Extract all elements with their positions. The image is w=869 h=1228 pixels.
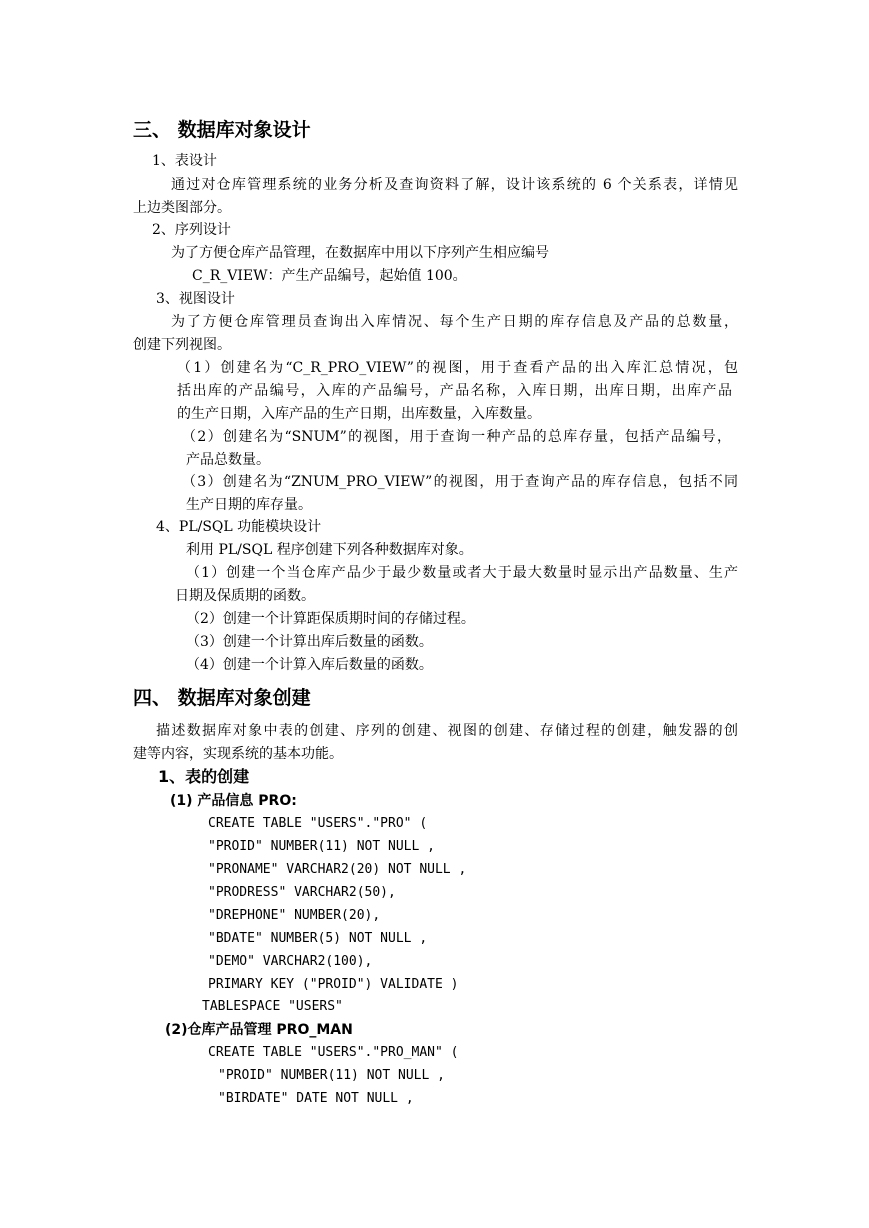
section-4-para-line2: 建等内容，实现系统的基本功能。 [133,746,343,762]
sequence-design-para: 为了方便仓库产品管理，在数据库中用以下序列产生相应编号 [171,245,549,261]
function-1-line2: 日期及保质期的函数。 [175,588,315,604]
function-2: （2）创建一个计算距保质期时间的存储过程。 [186,611,475,627]
code-line: "BIRDATE" DATE NOT NULL , [218,1091,414,1106]
section-4-heading: 四、 数据库对象创建 [133,687,311,709]
code-line: PRIMARY KEY ("PROID") VALIDATE ) [208,977,459,992]
code-line: CREATE TABLE "USERS"."PRO" ( [208,816,428,831]
function-1-line1: （1）创建一个当仓库产品少于最少数量或者大于最大数量时显示出产品数量、生产 [186,565,738,581]
section-4-para-line1: 描述数据库对象中表的创建、序列的创建、视图的创建、存储过程的创建，触发器的创 [156,723,738,739]
table-design-title: 1、表设计 [152,153,217,169]
view-1-line2: 括出库的产品编号，入库的产品编号，产品名称，入库日期，出库日期，出库产品 [177,383,732,399]
code-line: "PRODRESS" VARCHAR2(50), [208,885,396,900]
sequence-item: C_R_VIEW：产生产品编号，起始值 100。 [192,268,467,284]
view-2-line2: 产品总数量。 [186,452,270,468]
pro-table-title: (1) 产品信息 PRO: [170,793,297,809]
table-creation-title: 1、表的创建 [158,767,250,786]
code-line: CREATE TABLE "USERS"."PRO_MAN" ( [208,1045,459,1060]
view-1-line1: （1）创建名为“C_R_PRO_VIEW”的视图，用于查看产品的出入库汇总情况，包 [177,360,738,376]
view-2-line1: （2）创建名为“SNUM”的视图，用于查询一种产品的总库存量，包括产品编号， [182,429,731,445]
view-3-line2: 生产日期的库存量。 [186,497,312,513]
code-line: "PROID" NUMBER(11) NOT NULL , [218,1068,445,1083]
view-3-line1: （3）创建名为“ZNUM_PRO_VIEW”的视图，用于查询产品的库存信息，包括不同 [182,474,738,490]
code-line: "PRONAME" VARCHAR2(20) NOT NULL , [208,862,467,877]
code-line: "PROID" NUMBER(11) NOT NULL , [208,839,435,854]
function-3: （3）创建一个计算出库后数量的函数。 [186,634,433,650]
code-line: "DREPHONE" NUMBER(20), [208,908,381,923]
code-tablespace: TABLESPACE "USERS" [202,999,343,1014]
sequence-design-title: 2、序列设计 [152,222,231,238]
plsql-design-para: 利用 PL/SQL 程序创建下列各种数据库对象。 [186,542,473,558]
function-4: （4）创建一个计算入库后数量的函数。 [186,657,433,673]
table-design-para-line1: 通过对仓库管理系统的业务分析及查询资料了解，设计该系统的 6 个关系表，详情见 [171,177,738,193]
pro-man-table-title: (2)仓库产品管理 PRO_MAN [165,1022,353,1038]
view-design-para-line2: 创建下列视图。 [133,337,231,353]
code-line: "DEMO" VARCHAR2(100), [208,954,373,969]
plsql-design-title: 4、PL/SQL 功能模块设计 [156,519,322,535]
view-1-line3: 的生产日期，入库产品的生产日期，出库数量，入库数量。 [177,406,541,422]
code-line: "BDATE" NUMBER(5) NOT NULL , [208,931,428,946]
section-3-heading: 三、 数据库对象设计 [133,119,311,141]
view-design-title: 3、视图设计 [156,291,235,307]
view-design-para-line1: 为了方便仓库管理员查询出入库情况、每个生产日期的库存信息及产品的总数量， [171,314,738,330]
table-design-para-line2: 上边类图部分。 [133,200,231,216]
